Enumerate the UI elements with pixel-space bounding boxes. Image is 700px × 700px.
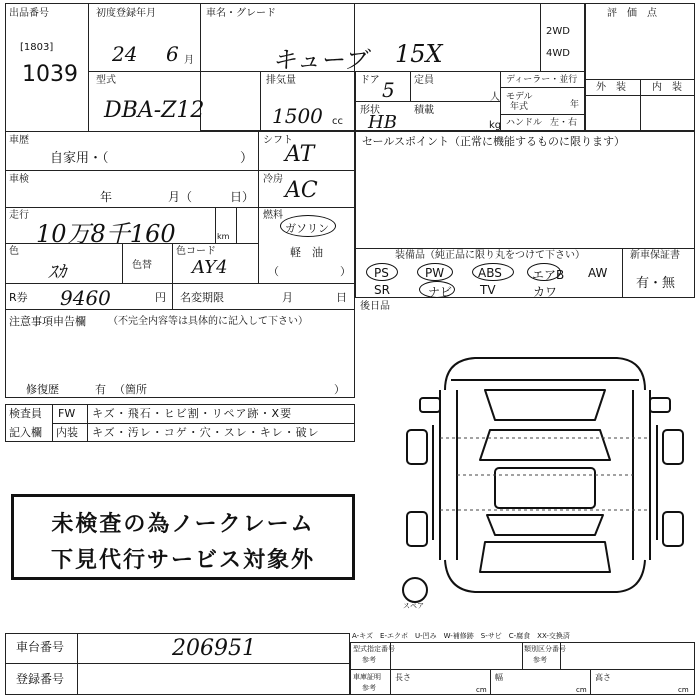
equip-airbag-circle: [527, 263, 561, 281]
equip-aw: AW: [588, 266, 608, 280]
garage-label: 車庫証明: [353, 673, 381, 681]
ac-label: 冷房: [263, 174, 283, 185]
notes-sub: （不完全内容等は具体的に記入して下さい）: [108, 316, 308, 327]
usage-value: 自家用・（: [50, 151, 109, 166]
fw-text: キズ・飛石・ヒビ割・リペア跡・X要: [92, 407, 293, 420]
trans-value: AT: [285, 142, 315, 167]
chassis-label: 車台番号: [16, 640, 65, 654]
equip-airbag: エアB: [532, 268, 565, 282]
fuel-label: 燃料: [263, 210, 283, 221]
garage-ref: 参考: [362, 684, 376, 692]
handle-label: ハンドル: [506, 118, 543, 128]
color-label: 色: [9, 246, 19, 257]
height-unit: cm: [678, 686, 689, 694]
equip-navi-circle: [419, 281, 455, 298]
fw-label: FW: [58, 407, 76, 420]
notice-line-2: 下見代行サービス対象外: [50, 548, 315, 573]
first-reg-month: 6: [166, 42, 179, 66]
interior-label: 内 装: [652, 82, 682, 93]
width-unit: cm: [576, 686, 587, 694]
recycle-unit: 円: [155, 291, 166, 304]
inspection-day: 日）: [230, 190, 255, 204]
classification-label: 類別区分番号: [524, 645, 566, 653]
notice-line-1: 未検査の為ノークレーム: [51, 512, 315, 537]
model-label: 型式: [96, 75, 116, 86]
recycle-value: 9460: [60, 286, 111, 310]
model-year-sub: 年式: [510, 102, 529, 112]
inspection-month: 月（: [168, 190, 193, 204]
sheet-code: [1803]: [20, 42, 54, 53]
chassis-value: 206951: [172, 636, 256, 661]
fuel-paren-open: （: [268, 265, 279, 278]
width-label: 幅: [495, 673, 503, 682]
equip-ps: PS: [374, 266, 389, 280]
damage-legend: A-キズ E-エクボ U-凹み W-補修跡 S-サビ C-腐食 XX-交換済: [352, 632, 570, 640]
length-label: 長さ: [395, 673, 411, 682]
designation-ref: 参考: [362, 656, 376, 664]
repair-place: （箇所: [114, 383, 147, 396]
name-grade-label: 車名・グレード: [206, 8, 276, 19]
repair-label: 修復歴: [26, 383, 59, 396]
ac-value: AC: [285, 178, 318, 203]
equip-leather: カワ: [533, 285, 558, 299]
fuel-paren-close: ）: [340, 265, 351, 278]
equip-pw-circle: [417, 263, 453, 281]
first-reg-year: 24: [112, 42, 138, 66]
equip-navi: ナビ: [428, 285, 453, 299]
body-value: HB: [368, 112, 397, 133]
color-value: ｽｶ: [48, 262, 66, 283]
repair-value: 有: [95, 383, 106, 396]
no-claim-notice: [11, 494, 355, 580]
displacement-unit: cc: [332, 116, 343, 127]
spare-label: スペア: [403, 602, 424, 610]
displacement-label: 排気量: [266, 75, 296, 86]
inspector-label-2: 記入欄: [9, 426, 42, 439]
recycle-label: R券: [9, 291, 28, 304]
car-damage-diagram: [395, 350, 695, 615]
equip-ps-circle: [366, 263, 398, 281]
mileage-value: 10万8千160: [36, 220, 176, 248]
notes-label: 注意事項申告欄: [9, 315, 86, 328]
name-change-month: 月: [282, 291, 293, 304]
trans-label: シフト: [263, 135, 293, 146]
sales-label: セールスポイント（正常に機能するものに限ります）: [362, 135, 626, 148]
registration-label: 登録番号: [16, 672, 65, 686]
equip-tv: TV: [480, 283, 496, 297]
color-code-value: AY4: [192, 257, 228, 278]
lot-number: 1039: [22, 62, 78, 87]
door-label: ドア: [360, 75, 380, 86]
classification-ref: 参考: [533, 656, 547, 664]
equip-abs: ABS: [478, 266, 502, 280]
exterior-label: 外 装: [596, 82, 626, 93]
name-change-day: 日: [336, 291, 347, 304]
handle-options: 左・右: [550, 118, 578, 128]
grade: 15X: [395, 40, 443, 68]
equip-pw: PW: [425, 266, 445, 280]
name-change-label: 名変期限: [180, 291, 224, 304]
displacement-value: 1500: [272, 104, 323, 128]
car-name: キューブ: [272, 46, 367, 74]
equip-abs-circle: [472, 263, 514, 281]
load-unit: kg: [489, 120, 502, 131]
fuel-gasoline: ガソリン: [285, 222, 329, 235]
length-unit: cm: [476, 686, 487, 694]
color-code-label: 色コード: [176, 246, 216, 257]
dealer-label: ディーラー・並行: [506, 75, 578, 85]
rating-label: 評 価 点: [607, 8, 657, 19]
door-value: 5: [382, 78, 395, 102]
drive-2wd: 2WD: [546, 26, 570, 37]
interior-insp-label: 内装: [56, 426, 78, 439]
capacity-label: 定員: [414, 75, 434, 86]
equip-sr: SR: [374, 283, 390, 297]
usage-label: 車歴: [9, 135, 29, 146]
load-label: 積載: [414, 105, 434, 116]
fuel-circle: [280, 215, 336, 237]
year-unit: 年: [570, 100, 580, 110]
inspection-label: 車検: [9, 174, 29, 185]
usage-close: ）: [240, 151, 254, 166]
month-unit: 月: [184, 55, 194, 66]
first-reg-label: 初度登録年月: [96, 8, 156, 19]
lot-label: 出品番号: [9, 8, 49, 19]
inspection-year: 年: [100, 190, 113, 204]
later-label: 後日品: [360, 301, 390, 312]
warranty-value: 有・無: [636, 276, 676, 291]
body-label: 形状: [360, 105, 380, 116]
equipment-label: 装備品（純正品に限り丸をつけて下さい）: [395, 250, 585, 261]
capacity-unit: 人: [490, 92, 500, 103]
fuel-diesel: 軽 油: [290, 246, 323, 259]
mileage-unit: km: [217, 232, 230, 241]
repair-close: ）: [334, 383, 345, 396]
interior-insp-text: キズ・汚レ・コゲ・穴・スレ・キレ・破レ: [92, 426, 320, 439]
model-year-label: モデル: [506, 92, 533, 102]
height-label: 高さ: [595, 673, 611, 682]
drive-4wd: 4WD: [546, 48, 570, 59]
repaint-label: 色替: [132, 260, 152, 271]
mileage-label: 走行: [9, 210, 29, 221]
warranty-label: 新車保証書: [630, 250, 680, 261]
inspector-label-1: 検査員: [9, 407, 42, 420]
designation-label: 型式指定番号: [353, 645, 395, 653]
model-value: DBA-Z12: [104, 98, 205, 123]
